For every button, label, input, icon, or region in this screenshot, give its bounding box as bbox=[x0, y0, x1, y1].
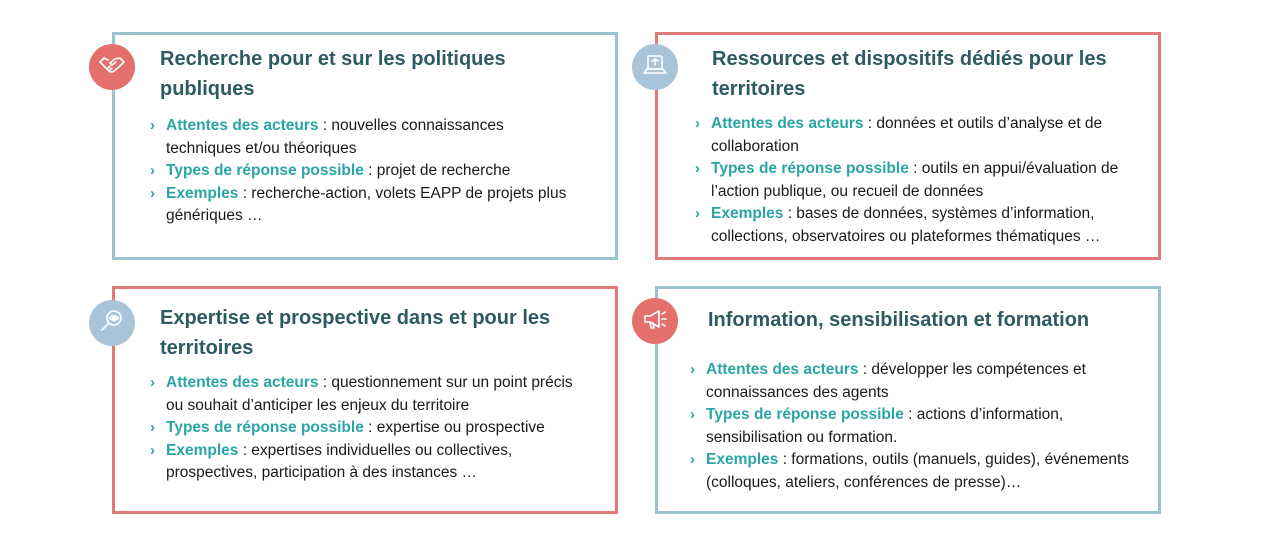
card-expertise-list bbox=[150, 372, 575, 485]
item-key: Attentes des acteurs bbox=[166, 117, 319, 134]
item-key: Types de réponse possible bbox=[706, 406, 904, 423]
chevron-right-icon: › bbox=[150, 374, 155, 391]
chevron-right-icon: › bbox=[150, 184, 155, 202]
item-text: : questionnement sur un point précis ou souhait d’anticiper les enjeux du territoire bbox=[166, 374, 573, 414]
list-item bbox=[695, 113, 1145, 158]
item-text: : données et outils d’analyse et de collaboration bbox=[711, 115, 1103, 155]
item-key: Exemples bbox=[166, 441, 239, 459]
chevron-right-icon: › bbox=[150, 419, 155, 436]
list-item bbox=[695, 158, 1145, 203]
card-research-policy-title bbox=[160, 44, 600, 104]
item-key: Attentes des acteurs bbox=[711, 115, 864, 132]
card-research-policy-list bbox=[150, 115, 570, 228]
item-text: : formations, outils (manuels, guides), événements (colloques, ateliers, conférences de presse)… bbox=[706, 451, 1130, 491]
card-title-line: territoires bbox=[160, 337, 254, 359]
item-key: Attentes des acteurs bbox=[706, 361, 859, 378]
card-title-line: Recherche pour et sur les politiques bbox=[160, 48, 506, 70]
list-item bbox=[690, 359, 1145, 404]
item-text: : actions d’information, sensibilisation ou formation. bbox=[706, 406, 1064, 446]
card-information-list bbox=[690, 359, 1145, 494]
chevron-right-icon: › bbox=[690, 451, 695, 468]
list-item bbox=[690, 449, 1145, 494]
chevron-right-icon: › bbox=[695, 205, 700, 222]
card-resources-badge bbox=[632, 44, 678, 90]
chevron-right-icon: › bbox=[690, 361, 695, 378]
handshake-icon bbox=[98, 51, 126, 84]
list-item bbox=[690, 404, 1145, 449]
chevron-right-icon: › bbox=[150, 117, 155, 134]
item-text: : développer les compétences et connaissances des agents bbox=[706, 361, 1086, 401]
item-text: : expertise ou prospective bbox=[363, 419, 545, 436]
item-text: : outils en appui/évaluation de l’action publique, ou recueil de données bbox=[711, 160, 1119, 200]
item-text: : expertises individuelles ou collectives, prospectives, participation à des instances … bbox=[166, 441, 513, 481]
card-title-line: Information, sensibilisation et formation bbox=[708, 309, 1090, 331]
item-key: Exemples bbox=[706, 451, 779, 468]
megaphone-icon bbox=[641, 305, 669, 338]
card-title-line: Expertise et prospective dans et pour les bbox=[160, 307, 551, 329]
chevron-right-icon: › bbox=[150, 441, 155, 459]
card-information-badge bbox=[632, 298, 678, 344]
item-text: : recherche-action, volets EAPP de projets plus génériques … bbox=[166, 184, 567, 224]
item-key: Exemples bbox=[166, 184, 239, 202]
item-text: : bases de données, systèmes d’information, collections, observatoires ou plateformes thématiques … bbox=[711, 205, 1101, 245]
item-key: Types de réponse possible bbox=[711, 160, 909, 177]
magnifier-eye-icon bbox=[98, 307, 126, 340]
list-item bbox=[150, 183, 570, 228]
laptop-icon bbox=[641, 51, 669, 84]
card-title-line: Ressources et dispositifs dédiés pour les bbox=[712, 48, 1107, 70]
item-text: : nouvelles connaissances techniques et/ou théoriques bbox=[166, 117, 504, 157]
item-key: Types de réponse possible bbox=[166, 162, 364, 179]
list-item bbox=[695, 203, 1145, 248]
card-title-line: territoires bbox=[712, 78, 806, 100]
chevron-right-icon: › bbox=[695, 160, 700, 177]
card-resources-list bbox=[695, 113, 1145, 248]
list-item bbox=[150, 372, 575, 417]
item-key: Types de réponse possible bbox=[166, 419, 364, 436]
chevron-right-icon: › bbox=[150, 162, 155, 179]
item-key: Attentes des acteurs bbox=[166, 374, 319, 391]
card-information-title bbox=[708, 305, 1148, 335]
card-expertise-badge bbox=[89, 300, 135, 346]
list-item bbox=[150, 440, 575, 485]
item-key: Exemples bbox=[711, 205, 784, 222]
chevron-right-icon: › bbox=[690, 406, 695, 423]
item-text: : projet de recherche bbox=[363, 162, 511, 179]
list-item bbox=[150, 160, 570, 183]
card-research-policy-badge bbox=[89, 44, 135, 90]
chevron-right-icon: › bbox=[695, 115, 700, 132]
card-expertise-title bbox=[160, 303, 600, 363]
list-item bbox=[150, 417, 575, 440]
card-title-line: publiques bbox=[160, 78, 255, 100]
list-item bbox=[150, 115, 570, 160]
card-resources-title bbox=[712, 44, 1152, 104]
